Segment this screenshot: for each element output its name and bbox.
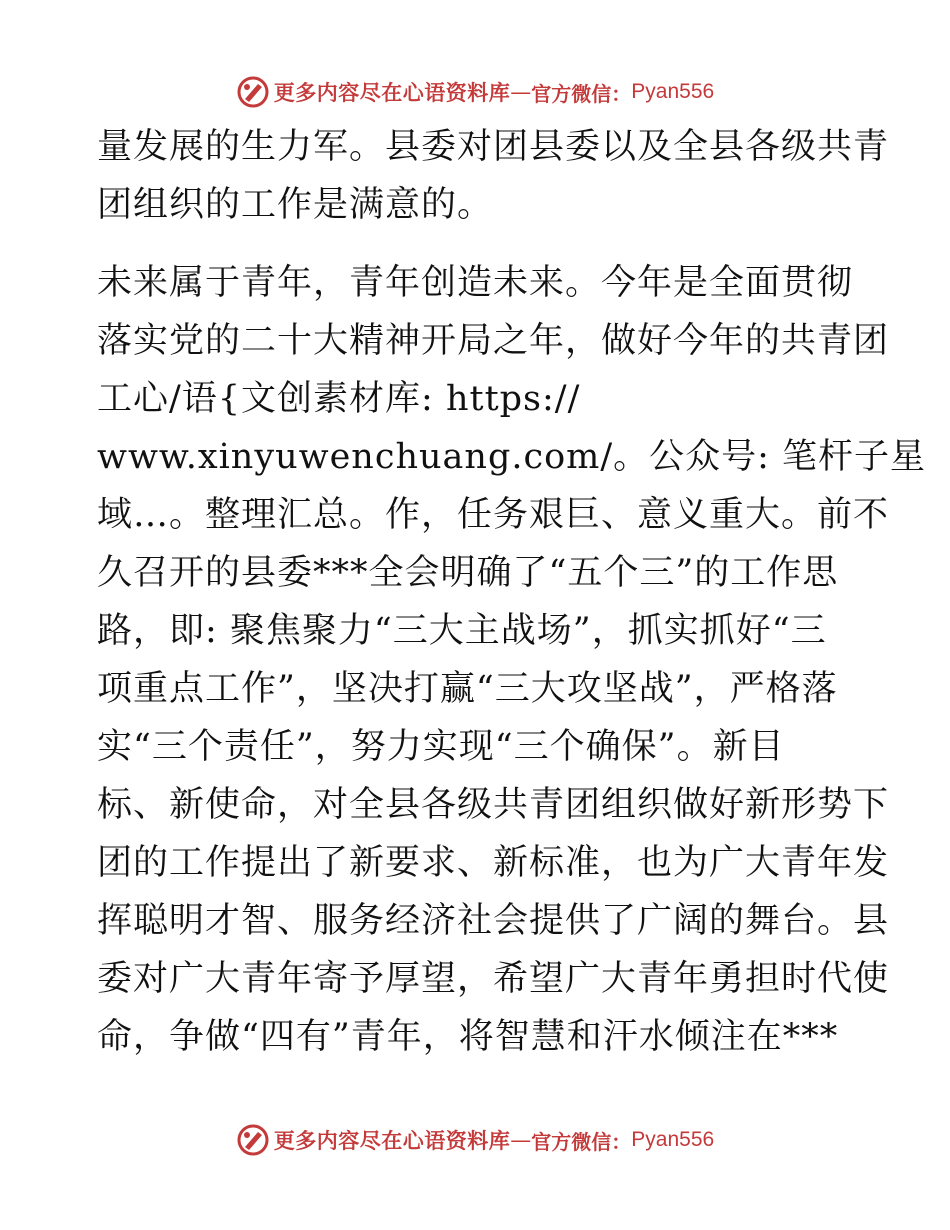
- text-line: 团的工作提出了新要求、新标准，也为广大青年发: [97, 843, 890, 883]
- text-line: www.xinyuwenchuang.com/。公众号: 笔杆子星: [97, 437, 927, 477]
- text-line: 未来属于青年，青年创造未来。今年是全面贯彻: [97, 263, 854, 303]
- watermark-separator: —: [510, 80, 532, 104]
- text-line: 团组织的工作是满意的。: [97, 185, 494, 225]
- paragraph-2: [97, 254, 927, 1066]
- text-line: 标、新使命，对全县各级共青团组织做好新形势下: [97, 785, 890, 825]
- text-line: 工心/语{文创素材库: https://: [97, 379, 581, 419]
- footer-watermark: [0, 1120, 950, 1160]
- text-line: 量发展的生力军。县委对团县委以及全县各级共青: [97, 127, 890, 167]
- brand-logo-icon: [236, 1123, 270, 1157]
- watermark-wechat-label: 官方微信：: [531, 1129, 632, 1154]
- watermark-wechat-id: Pyan556: [631, 1128, 715, 1151]
- text-line: 路，即: 聚焦聚力“三大主战场”，抓实抓好“三: [97, 611, 827, 651]
- text-line: 域…。整理汇总。作，任务艰巨、意义重大。前不: [97, 495, 890, 535]
- brand-logo-icon: [236, 75, 270, 109]
- text-line: 落实党的二十大精神开局之年，做好今年的共青团: [97, 321, 890, 361]
- text-line: 命，争做“四有”青年，将智慧和汗水倾注在***: [97, 1017, 839, 1057]
- text-line: 久召开的县委***全会明确了“五个三”的工作思: [97, 553, 839, 593]
- watermark-wechat-id: Pyan556: [631, 80, 715, 103]
- header-watermark: [0, 72, 950, 112]
- watermark-separator: —: [510, 1128, 532, 1152]
- watermark-brand-text: 更多内容尽在心语资料库: [273, 1128, 511, 1153]
- paragraph-1: [97, 118, 890, 234]
- text-line: 挥聪明才智、服务经济社会提供了广阔的舞台。县: [97, 901, 890, 941]
- watermark-wechat-label: 官方微信：: [531, 81, 632, 106]
- text-line: 委对广大青年寄予厚望，希望广大青年勇担时代使: [97, 959, 890, 999]
- text-line: 实“三个责任”，努力实现“三个确保”。新目: [97, 727, 785, 767]
- document-body: [97, 118, 927, 1066]
- paragraph-spacer: [97, 234, 857, 254]
- watermark-brand-text: 更多内容尽在心语资料库: [273, 80, 511, 105]
- text-line: 项重点工作”，坚决打赢“三大攻坚战”，严格落: [97, 669, 838, 709]
